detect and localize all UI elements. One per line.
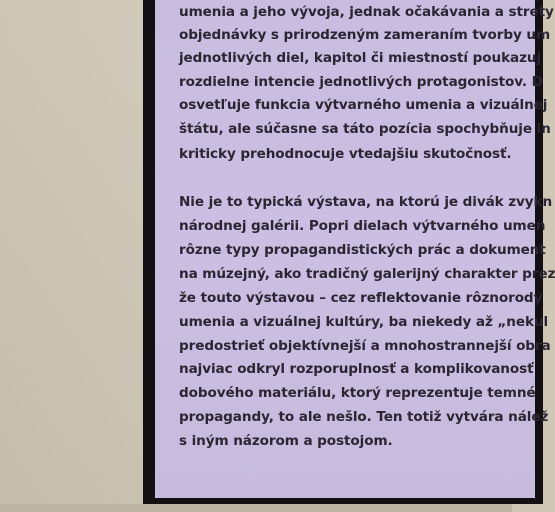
text-line: národnej galérii. Popri dielach výtvarného umen xyxy=(179,218,546,234)
text-line: predostrieť objektívnejší a mnohostrannejší obra xyxy=(179,338,551,354)
text-line: rôzne typy propagandistických prác a dokument xyxy=(179,242,546,258)
text-line: propagandy, to ale nešlo. Ten totiž vytvára nálež xyxy=(179,409,549,425)
text-line: najviac odkryl rozporuplnosť a komplikovanosť xyxy=(179,361,534,377)
text-line: dobového materiálu, ktorý reprezentuje temné xyxy=(179,385,536,401)
wall-base xyxy=(0,504,512,512)
text-line: umenia a vizuálnej kultúry, ba niekedy až „nekul xyxy=(179,314,549,330)
text-line: že touto výstavou – cez reflektovanie rôznorodý xyxy=(179,290,543,306)
text-line: s iným názorom a postojom. xyxy=(179,433,393,449)
text-line: štátu, ale súčasne sa táto pozícia spochybňuje in xyxy=(179,121,551,137)
text-line: jednotlivých diel, kapitol či miestností poukazuj xyxy=(179,50,542,66)
text-line: objednávky s prirodzeným zameraním tvorby um xyxy=(179,27,551,43)
text-line: osvetľuje funkcia výtvarného umenia a vizuálnej xyxy=(179,97,548,113)
text-line: na múzejný, ako tradičný galerijný charakter prez xyxy=(179,266,555,282)
text-line: Nie je to typická výstava, na ktorú je divák zvykn xyxy=(179,194,553,210)
text-line: umenia a jeho vývoja, jednak očakávania a strety xyxy=(179,4,554,20)
text-line: kriticky prehodnocuje vtedajšiu skutočnosť. xyxy=(179,146,512,162)
gallery-wall xyxy=(0,0,150,512)
text-line: rozdielne intencie jednotlivých protagonistov. D xyxy=(179,74,543,90)
